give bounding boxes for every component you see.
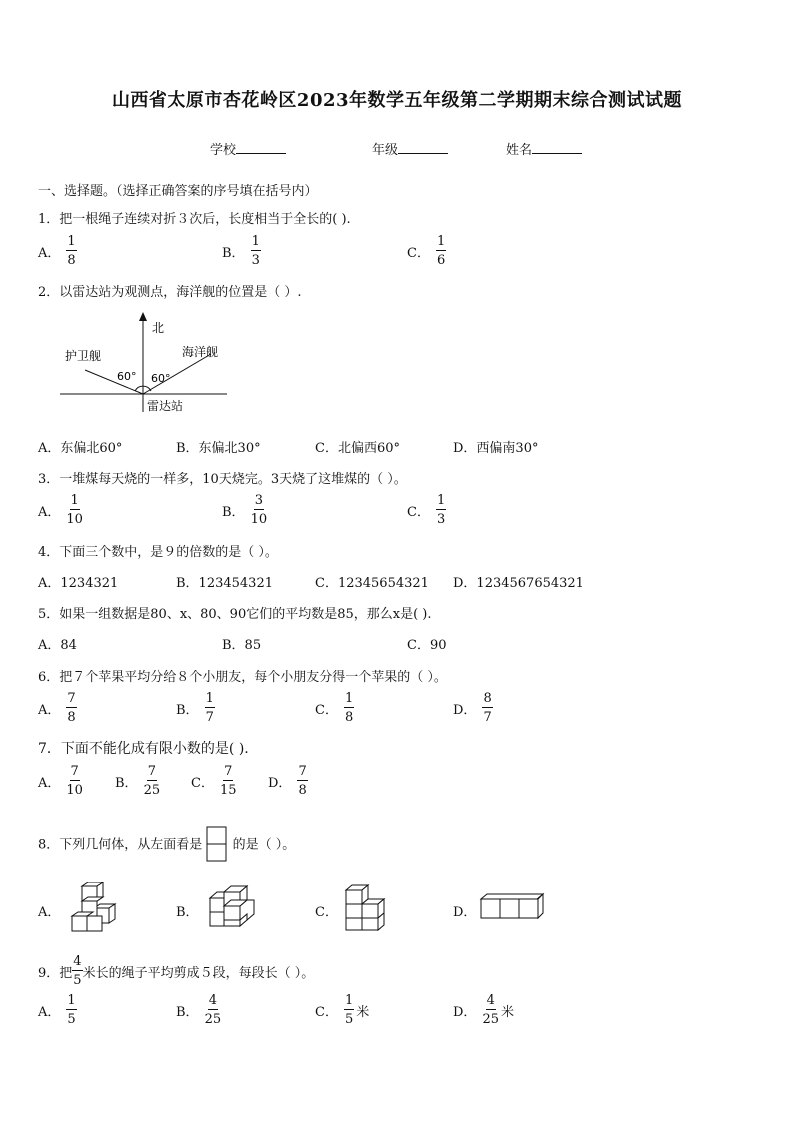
q2-option-d[interactable]: D．西偏南30° <box>453 441 539 456</box>
question-9: 9．把 $\frac{4}{5}$ 米长的绳子平均剪成５段，每段长（ ）。 <box>38 954 315 988</box>
q8-option-c-cubes[interactable] <box>343 884 393 934</box>
q1-option-c[interactable]: C． $\frac{1}{6}$ <box>407 234 446 268</box>
q4-option-a[interactable]: A．1234321 <box>38 576 119 591</box>
q8-option-b-label[interactable]: B． <box>176 905 199 920</box>
q6-option-b[interactable]: B． $\frac{1}{7}$ <box>176 691 214 725</box>
q8-option-c-label[interactable]: C． <box>315 905 338 920</box>
grade-blank[interactable] <box>398 140 448 154</box>
question-8: 8．下列几何体，从左面看是 的是（ ）。 <box>38 826 295 864</box>
q3-option-c[interactable]: C． $\frac{1}{3}$ <box>407 493 446 527</box>
q6-option-c[interactable]: C． $\frac{1}{8}$ <box>315 691 354 725</box>
question-7: 7．下面不能化成有限小数的是( ). <box>38 741 249 757</box>
ocean-ship-label: 海洋舰 <box>182 345 219 359</box>
q8-option-d-cubes[interactable] <box>478 891 546 923</box>
q2-option-a[interactable]: A．东偏北60° <box>38 441 123 456</box>
q9-option-d[interactable]: D． $\frac{4}{25}$ 米 <box>453 993 514 1027</box>
north-label: 北 <box>152 321 165 335</box>
q8-option-a-label[interactable]: A． <box>38 905 61 920</box>
question-5: 5．如果一组数据是80、x、80、90它们的平均数是85，那么x是( ). <box>38 607 432 622</box>
q7-option-d[interactable]: D． $\frac{7}{8}$ <box>268 764 307 798</box>
angle-right-label: 60° <box>151 372 171 385</box>
q6-option-a[interactable]: A． $\frac{7}{8}$ <box>38 691 76 725</box>
q7-option-b[interactable]: B． $\frac{7}{25}$ <box>115 764 161 798</box>
q8-option-d-label[interactable]: D． <box>453 905 477 920</box>
q6-option-d[interactable]: D． $\frac{8}{7}$ <box>453 691 492 725</box>
grade-field: 年级 <box>372 139 448 158</box>
q4-option-c[interactable]: C．12345654321 <box>315 576 429 591</box>
question-4: 4．下面三个数中，是９的倍数的是（ ）。 <box>38 545 278 560</box>
q7-option-a[interactable]: A． $\frac{7}{10}$ <box>38 764 83 798</box>
left-view-icon <box>206 826 228 864</box>
north-arrow-icon <box>139 312 147 321</box>
q1-option-a[interactable]: A． $\frac{1}{8}$ <box>38 234 76 268</box>
school-blank[interactable] <box>236 140 286 154</box>
q9-option-a[interactable]: A． $\frac{1}{5}$ <box>38 993 76 1027</box>
q8-option-a-cubes[interactable] <box>68 882 124 936</box>
q5-option-b[interactable]: B．85 <box>222 638 262 653</box>
name-field: 姓名 <box>506 139 582 158</box>
q9-option-c[interactable]: C． $\frac{1}{5}$ 米 <box>315 993 370 1027</box>
question-1: 1．把一根绳子连续对折３次后，长度相当于全长的( ). <box>38 212 351 227</box>
question-3: 3．一堆煤每天烧的一样多，10天烧完。3天烧了这堆煤的（ ）。 <box>38 472 407 487</box>
q7-option-c[interactable]: C． $\frac{7}{15}$ <box>191 764 237 798</box>
q4-option-b[interactable]: B．123454321 <box>176 576 273 591</box>
question-6: 6．把７个苹果平均分给８个小朋友，每个小朋友分得一个苹果的（ ）。 <box>38 670 447 685</box>
q3-option-b[interactable]: B． $\frac{3}{10}$ <box>222 493 268 527</box>
name-blank[interactable] <box>532 140 582 154</box>
q9-option-b[interactable]: B． $\frac{4}{25}$ <box>176 993 222 1027</box>
section-heading: 一、选择题。（选择正确答案的序号填在括号内） <box>38 184 318 199</box>
escort-ship-label: 护卫舰 <box>65 349 102 363</box>
radar-station-label: 雷达站 <box>147 399 184 413</box>
q8-option-b-cubes[interactable] <box>206 884 262 934</box>
q5-option-a[interactable]: A．84 <box>38 638 77 653</box>
direction-diagram <box>55 308 235 418</box>
school-field: 学校 <box>210 139 286 158</box>
q1-option-b[interactable]: B． $\frac{1}{3}$ <box>222 234 260 268</box>
q2-option-b[interactable]: B．东偏北30° <box>176 441 261 456</box>
q5-option-c[interactable]: C．90 <box>407 638 447 653</box>
page-title: 山西省太原市杏花岭区2023年数学五年级第二学期期末综合测试试题 <box>111 90 683 111</box>
q3-option-a[interactable]: A． $\frac{1}{10}$ <box>38 493 83 527</box>
angle-left-label: 60° <box>117 370 137 383</box>
question-2: 2．以雷达站为观测点，海洋舰的位置是（ ）. <box>38 285 302 300</box>
q2-option-c[interactable]: C．北偏西60° <box>315 441 400 456</box>
q4-option-d[interactable]: D．1234567654321 <box>453 576 584 591</box>
